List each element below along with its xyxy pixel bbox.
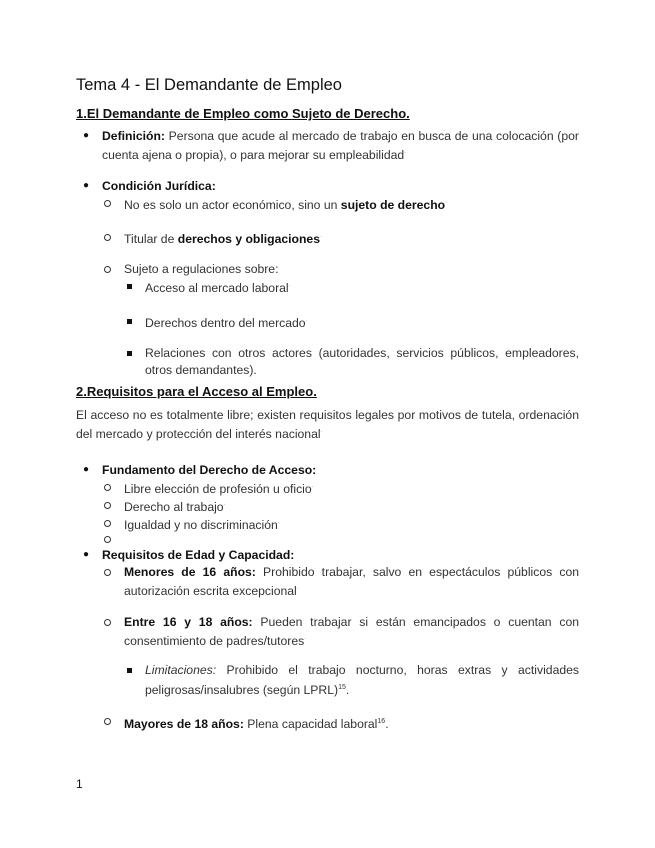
intro-line-1: El acceso no es totalmente libre; existen requisitos legales por motivos de tutela, ordenación <box>76 408 579 422</box>
page-number: 1 <box>76 777 83 791</box>
definicion-line-1: Definición: Persona que acude al mercado de trabajo en busca de una colocación (por <box>102 129 579 143</box>
menores-line-1: Menores de 16 años: Prohibido trabajar, salvo en espectáculos públicos con <box>124 565 579 579</box>
condicion-label: Condición Jurídica: <box>102 179 216 193</box>
circle-bullet-icon <box>104 502 111 509</box>
bullet-icon: ● <box>83 464 90 475</box>
page-title: Tema 4 - El Demandante de Empleo <box>76 76 342 94</box>
circle-bullet-icon <box>104 266 111 273</box>
circle-bullet-icon <box>104 718 111 725</box>
derecho-trabajo: Derecho al trabajo· <box>124 500 226 515</box>
sujeto-regulaciones: Sujeto a regulaciones sobre: <box>124 262 279 276</box>
circle-bullet-icon <box>104 619 111 626</box>
titular-line: Titular de derechos y obligaciones· <box>124 232 322 247</box>
actor-line: No es solo un actor económico, sino un sujeto de derecho· <box>124 198 448 213</box>
bullet-icon: ● <box>83 180 90 191</box>
fundamento-label: Fundamento del Derecho de Acceso: <box>102 463 317 477</box>
bullet-icon: ● <box>83 549 90 560</box>
square-bullet-icon <box>127 351 132 356</box>
circle-bullet-icon <box>104 234 111 241</box>
limitaciones-line-2: peligrosas/insalubres (según LPRL)$^{15}$. <box>145 683 350 698</box>
edad-label: Requisitos de Edad y Capacidad: <box>102 548 295 562</box>
circle-bullet-icon <box>104 569 111 576</box>
menores-line-2: autorización escrita excepcional· <box>124 584 299 599</box>
definicion-line-2: cuenta ajena o propia), o para mejorar su empleabilidad· <box>102 148 407 163</box>
square-bullet-icon <box>127 668 132 673</box>
footnote-15[interactable]: 15 <box>338 684 346 691</box>
footnote-16[interactable]: 16 <box>377 718 386 725</box>
circle-bullet-icon <box>104 200 111 207</box>
limitaciones-line-1: Limitaciones: Prohibido el trabajo nocturno, horas extras y actividades <box>145 663 579 677</box>
relaciones-line-1: Relaciones con otros actores (autoridades, servicios públicos, empleadores, <box>145 346 579 360</box>
square-bullet-icon <box>127 284 132 289</box>
entre-line-2: consentimiento de padres/tutores· <box>124 634 307 649</box>
derechos-item: Derechos dentro del mercado· <box>145 316 308 331</box>
mayores-line: Mayores de 18 años: Plena capacidad laboral$^{16}$. <box>124 717 389 732</box>
square-bullet-icon <box>127 319 132 324</box>
entre-line-1: Entre 16 y 18 años: Pueden trabajar si están emancipados o cuentan con <box>124 615 580 629</box>
igualdad: Igualdad y no discriminación· <box>124 518 280 533</box>
intro-line-2: del mercado y protección del interés nacional· <box>76 427 323 442</box>
libre-eleccion: Libre elección de profesión u oficio· <box>124 482 314 497</box>
circle-bullet-icon <box>104 520 111 527</box>
relaciones-line-2: otros demandantes). <box>145 363 257 377</box>
circle-bullet-icon <box>104 536 111 543</box>
circle-bullet-icon <box>104 484 111 491</box>
bullet-icon: ● <box>83 130 90 141</box>
section-1-heading: 1.El Demandante de Empleo como Sujeto de Derecho. <box>76 106 410 121</box>
section-2-heading: 2.Requisitos para el Acceso al Empleo. <box>76 384 317 399</box>
acceso-item: Acceso al mercado laboral· <box>145 281 291 296</box>
